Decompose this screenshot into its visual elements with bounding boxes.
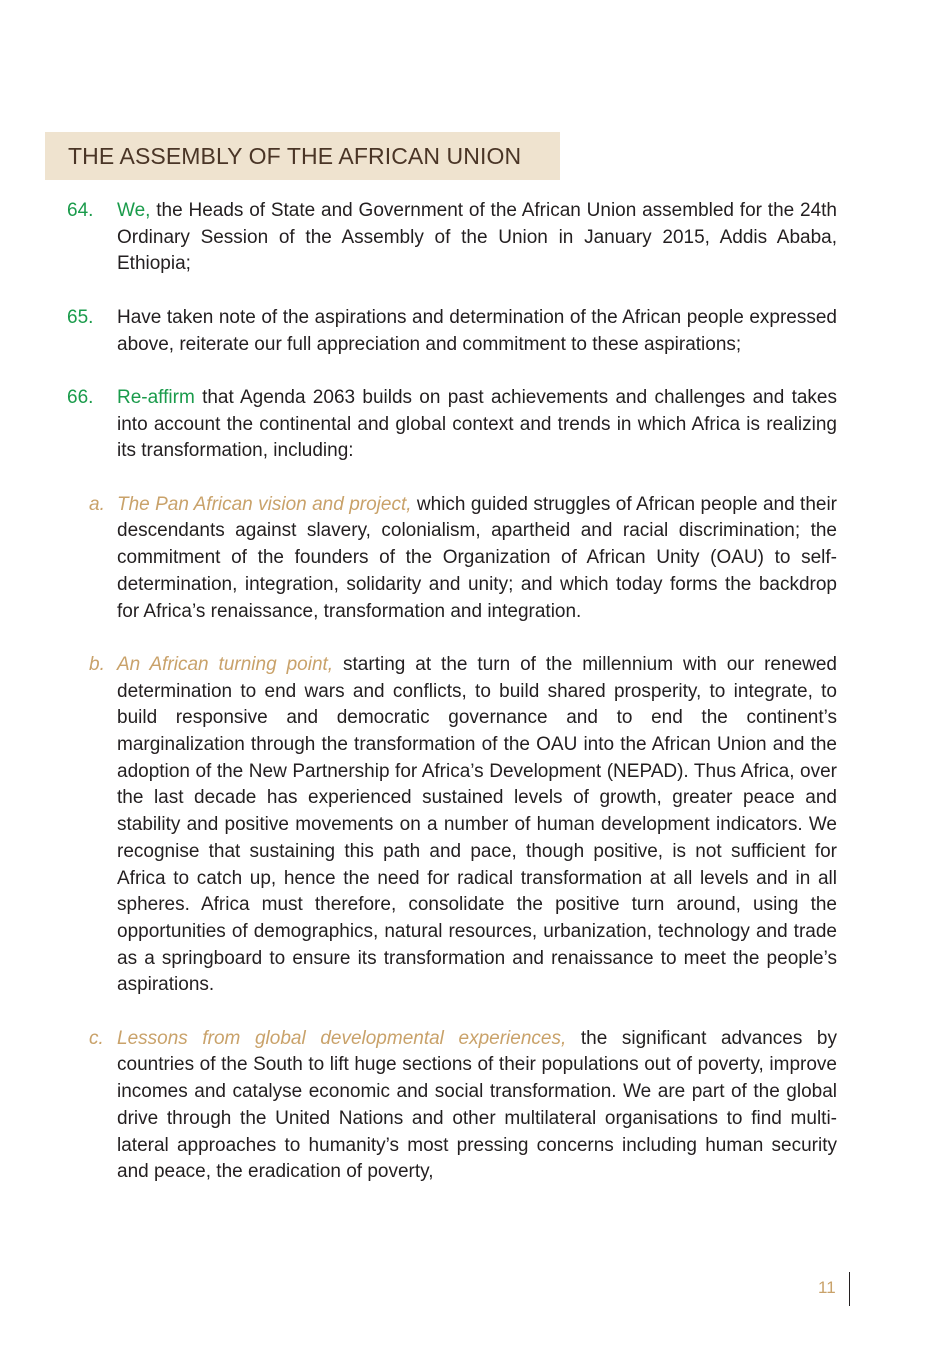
paragraph-64 — [67, 198, 837, 278]
subitem-letter: a. — [89, 493, 105, 515]
section-title: THE ASSEMBLY OF THE AFRICAN UNION — [68, 142, 522, 169]
document-body — [67, 198, 837, 1213]
paragraph-lead: Re-affirm — [117, 386, 195, 408]
paragraph-66 — [67, 385, 837, 465]
paragraph-lead: We, — [117, 200, 151, 221]
subitem-lead: Lessons from global developmental experiences, — [117, 1027, 567, 1049]
subitem-text: starting at the turn of the millennium with our renewed determination to end wars and conflicts, to build shared prosperity, to integrate, to build responsive and democratic governance and to end the continent’s marginalization through the transformation of the OAU into the African Union and the adoption of the New Partnership for Africa’s Development (NEPAD). Thus Africa, over the last decade has experienced sustained levels of growth, greater peace and stability and positive movements on a number of human development indicators. We recognise that sustaining this path and pace, though positive, is not sufficient for Africa to catch up, hence the need for radical transformation at all levels and in all spheres. Africa must therefore, consolidate the positive turn around, using the opportunities of demographics, natural resources, urbanization, technology and trade as a springboard to ensure its transformation and renaissance to meet the people’s aspirations. — [117, 653, 837, 996]
subitem-letter: b. — [89, 653, 105, 675]
page-number: 11 — [818, 1278, 836, 1297]
subitem-lead: The Pan African vision and project, — [117, 493, 412, 515]
paragraph-number: 66. — [67, 386, 94, 408]
subitem-c — [67, 1026, 837, 1186]
paragraph-text: the Heads of State and Government of the African Union assembled for the 24th Ordinary Session of the Assembly of the Union in January 2015, Addis Ababa, Ethiopia; — [117, 200, 837, 275]
page-number-divider — [849, 1272, 850, 1306]
paragraph-text: Have taken note of the aspirations and determination of the African people expressed above, reiterate our full appreciation and commitment to these aspirations; — [117, 306, 837, 355]
subitem-text: which guided struggles of African people and their descendants against slavery, colonialism, apartheid and racial discrimination; the commitment of the founders of the Organization of African Unity (OAU) to self-determination, integration, solidarity and unity; and which today forms the backdrop for Africa’s renaissance, transformation and integration. — [117, 493, 838, 622]
subitem-text: the significant advances by countries of the South to lift huge sections of their populations out of poverty, improve incomes and catalyse economic and social transformation. We are part of the global drive through the United Nations and other multilateral organisations to find multi-lateral approaches to humanity’s most pressing concerns including human security and peace, the eradication of poverty, — [117, 1027, 838, 1183]
paragraph-number: 65. — [67, 306, 94, 328]
section-header — [45, 132, 560, 180]
subitem-b — [67, 652, 837, 999]
paragraph-text: that Agenda 2063 builds on past achievements and challenges and takes into account the continental and global context and trends in which Africa is realizing its transformation, including: — [117, 386, 837, 462]
paragraph-number: 64. — [67, 200, 94, 221]
subitem-lead: An African turning point, — [117, 653, 334, 675]
subitem-letter: c. — [89, 1027, 104, 1049]
paragraph-65 — [67, 305, 837, 358]
subitem-a — [67, 492, 837, 626]
